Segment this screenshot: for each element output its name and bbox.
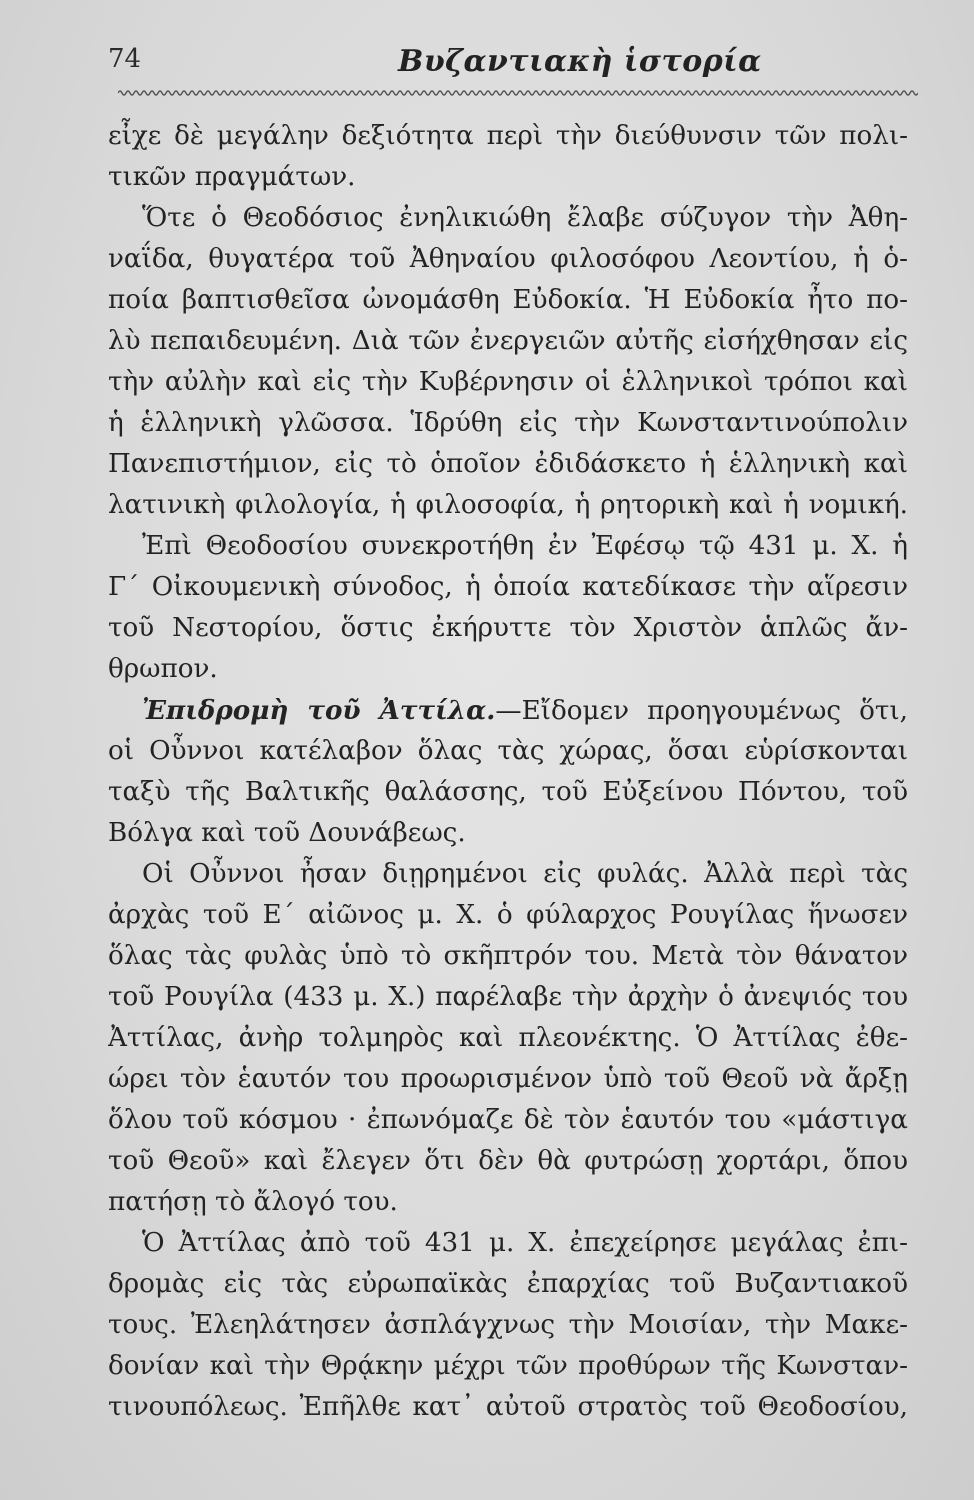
text-line [108,1264,908,1305]
text-line [108,731,908,772]
line-text: Ὁ Ἀττίλας ἀπὸ τοῦ 431 μ. Χ. ἐπεχείρησε μεγάλας ἐπι- [142,1228,908,1258]
line-text: τοῦ Θεοῦ» καὶ ἔλεγεν ὅτι δὲν θὰ φυτρώσῃ χορτάρι, ὅπου [108,1146,908,1176]
line-text: τους. Ἐλεηλάτησεν ἀσπλάγχνως τὴν Μοισίαν, τὴν Μακε- [108,1310,908,1340]
line-text: θρωπον. [108,654,218,684]
line-text: λὺ πεπαιδευμένη. Διὰ τῶν ἐνεργειῶν αὐτῆς εἰσήχθησαν εἰς [108,326,908,356]
line-text: ποία βαπτισθεῖσα ὠνομάσθη Εὐδοκία. Ἡ Εὐδοκία ἦτο πο- [108,285,908,315]
text-line [108,977,908,1018]
text-line [108,567,908,608]
text-line [108,403,908,444]
text-line [108,1141,908,1182]
text-line [108,1059,908,1100]
text-line [108,444,908,485]
text-line [108,157,908,198]
text-line [108,321,908,362]
line-text: Οἱ Οὖννοι ἦσαν διῃρημένοι εἰς φυλάς. Ἀλλὰ περὶ τὰς [142,859,908,889]
line-text: οἱ Οὖννοι κατέλαβον ὅλας τὰς χώρας, ὅσαι εὑρίσκονται [108,736,908,766]
section-heading: Ἐπιδρομὴ τοῦ Ἀττίλα. [142,695,496,726]
text-line [108,280,908,321]
text-line [108,362,908,403]
line-text: πατήσῃ τὸ ἄλογό του. [108,1187,398,1217]
line-text: ὅλου τοῦ κόσμου · ἐπωνόμαζε δὲ τὸν ἑαυτόν του «μάστιγα [108,1105,908,1135]
line-text: εἶχε δὲ μεγάλην δεξιότητα περὶ τὴν διεύθυνσιν τῶν πολι- [108,121,908,151]
line-text: Ὅτε ὁ Θεοδόσιος ἐνηλικιώθη ἔλαβε σύζυγον τὴν Ἀθη- [142,203,908,233]
line-text: δονίαν καὶ τὴν Θρᾴκην μέχρι τῶν προθύρων τῆς Κωνσταν- [108,1351,908,1381]
line-text: Βόλγα καὶ τοῦ Δουνάβεως. [108,818,466,848]
text-line [108,772,908,813]
line-text: τινουπόλεως. Ἐπῆλθε κατ᾽ αὐτοῦ στρατὸς τοῦ Θεοδοσίου, [108,1392,908,1422]
text-line [108,1305,908,1346]
line-text: λατινικὴ φιλολογία, ἡ φιλοσοφία, ἡ ρητορικὴ καὶ ἡ νομική. [108,490,908,520]
text-line [108,1346,908,1387]
line-text: —Εἴδομεν προηγουμένως ὅτι, [495,696,908,726]
wavy-rule-divider [118,86,918,100]
text-line [108,608,908,649]
line-text: δρομὰς εἰς τὰς εὐρωπαϊκὰς ἐπαρχίας τοῦ Βυζαντιακοῦ [108,1269,908,1299]
line-text: τὴν αὐλὴν καὶ εἰς τὴν Κυβέρνησιν οἱ ἑλληνικοὶ τρόποι καὶ [108,367,908,397]
text-line [108,936,908,977]
text-line [108,1223,908,1264]
text-line [108,895,908,936]
page-header [108,40,920,90]
text-line [108,649,908,690]
text-line [108,854,908,895]
text-line [108,690,908,731]
line-text: Ἀττίλας, ἀνὴρ τολμηρὸς καὶ πλεονέκτης. Ὁ Ἀττίλας ἐθε- [108,1023,908,1053]
line-text: Πανεπιστήμιον, εἰς τὸ ὁποῖον ἐδιδάσκετο ἡ ἑλληνικὴ καὶ [108,449,908,479]
text-line [108,526,908,567]
line-text: ώρει τὸν ἑαυτόν του προωρισμένον ὑπὸ τοῦ Θεοῦ νὰ ἄρξῃ [108,1064,908,1094]
line-text: ὅλας τὰς φυλὰς ὑπὸ τὸ σκῆπτρόν του. Μετὰ τὸν θάνατον [108,941,908,971]
text-line [108,1100,908,1141]
text-line [108,485,908,526]
text-line [108,1387,908,1428]
body-text [108,116,908,1428]
line-text: τοῦ Νεστορίου, ὅστις ἐκήρυττε τὸν Χριστὸν ἁπλῶς ἄν- [108,613,908,643]
line-text: ταξὺ τῆς Βαλτικῆς θαλάσσης, τοῦ Εὐξείνου Πόντου, τοῦ [108,777,908,807]
line-text: ἀρχὰς τοῦ Ε´ αἰῶνος μ. Χ. ὁ φύλαρχος Ρουγίλας ἥνωσεν [108,900,908,930]
line-text: ναΐδα, θυγατέρα τοῦ Ἀθηναίου φιλοσόφου Λεοντίου, ἡ ὁ- [108,244,908,274]
text-line [108,1018,908,1059]
line-text: ἡ ἑλληνικὴ γλῶσσα. Ἱδρύθη εἰς τὴν Κωνσταντινούπολιν [108,408,908,438]
text-line [108,813,908,854]
text-line [108,198,908,239]
line-text: Γ´ Οἰκουμενικὴ σύνοδος, ἡ ὁποία κατεδίκασε τὴν αἵρεσιν [108,572,908,602]
line-text: τοῦ Ρουγίλα (433 μ. Χ.) παρέλαβε τὴν ἀρχὴν ὁ ἀνεψιός του [108,982,908,1012]
line-text: Ἐπὶ Θεοδοσίου συνεκροτήθη ἐν Ἐφέσῳ τῷ 431 μ. Χ. ἡ [142,531,908,561]
text-line [108,1182,908,1223]
text-line [108,239,908,280]
page-number: 74 [108,44,142,74]
running-title: Βυζαντιακὴ ἱστορία [398,44,762,79]
line-text: τικῶν πραγμάτων. [108,162,356,192]
text-line [108,116,908,157]
